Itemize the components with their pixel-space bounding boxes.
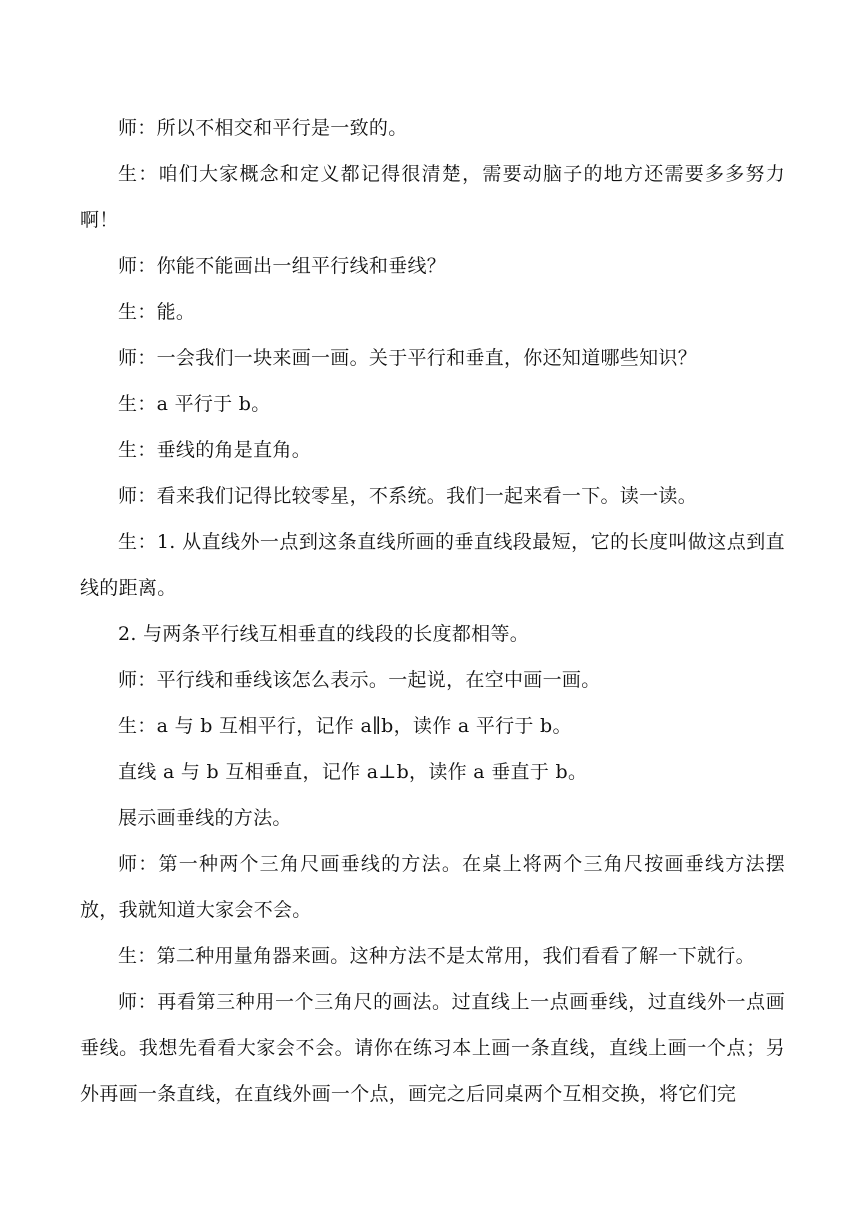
paragraph-7: 生：垂线的角是直角。 <box>118 439 312 461</box>
paragraph-5: 师：一会我们一块来画一画。关于平行和垂直，你还知道哪些知识？ <box>118 347 698 369</box>
paragraph-8: 师：看来我们记得比较零星，不系统。我们一起来看一下。读一读。 <box>118 485 698 507</box>
document-body <box>80 105 785 1117</box>
paragraph-14: 展示画垂线的方法。 <box>118 807 292 829</box>
paragraph-9: 生：1. 从直线外一点到这条直线所画的垂直线段最短，它的长度叫做这点到直线的距离。 <box>80 531 785 599</box>
paragraph-11: 师：平行线和垂线该怎么表示。一起说，在空中画一画。 <box>118 669 601 691</box>
paragraph-12: 生：a 与 b 互相平行，记作 a∥b，读作 a 平行于 b。 <box>118 715 572 737</box>
paragraph-17: 师：再看第三种用一个三角尺的画法。过直线上一点画垂线，过直线外一点画垂线。我想先看看大家会不会。请你在练习本上画一条直线，直线上画一个点；另外再画一条直线，在直线外画一个点，画完之后同桌两个互相交换，将它们完 <box>80 991 785 1105</box>
paragraph-16: 生：第二种用量角器来画。这种方法不是太常用，我们看看了解一下就行。 <box>118 945 755 967</box>
paragraph-15: 师：第一种两个三角尺画垂线的方法。在桌上将两个三角尺按画垂线方法摆放，我就知道大家会不会。 <box>80 853 785 921</box>
paragraph-4: 生：能。 <box>118 301 196 323</box>
paragraph-2: 生：咱们大家概念和定义都记得很清楚，需要动脑子的地方还需要多多努力啊！ <box>80 163 785 231</box>
paragraph-6: 生：a 平行于 b。 <box>118 393 271 415</box>
paragraph-1: 师：所以不相交和平行是一致的。 <box>118 117 408 139</box>
paragraph-3: 师：你能不能画出一组平行线和垂线？ <box>118 255 447 277</box>
paragraph-13: 直线 a 与 b 互相垂直，记作 a⊥b，读作 a 垂直于 b。 <box>118 761 588 783</box>
paragraph-10: 2. 与两条平行线互相垂直的线段的长度都相等。 <box>118 623 530 645</box>
